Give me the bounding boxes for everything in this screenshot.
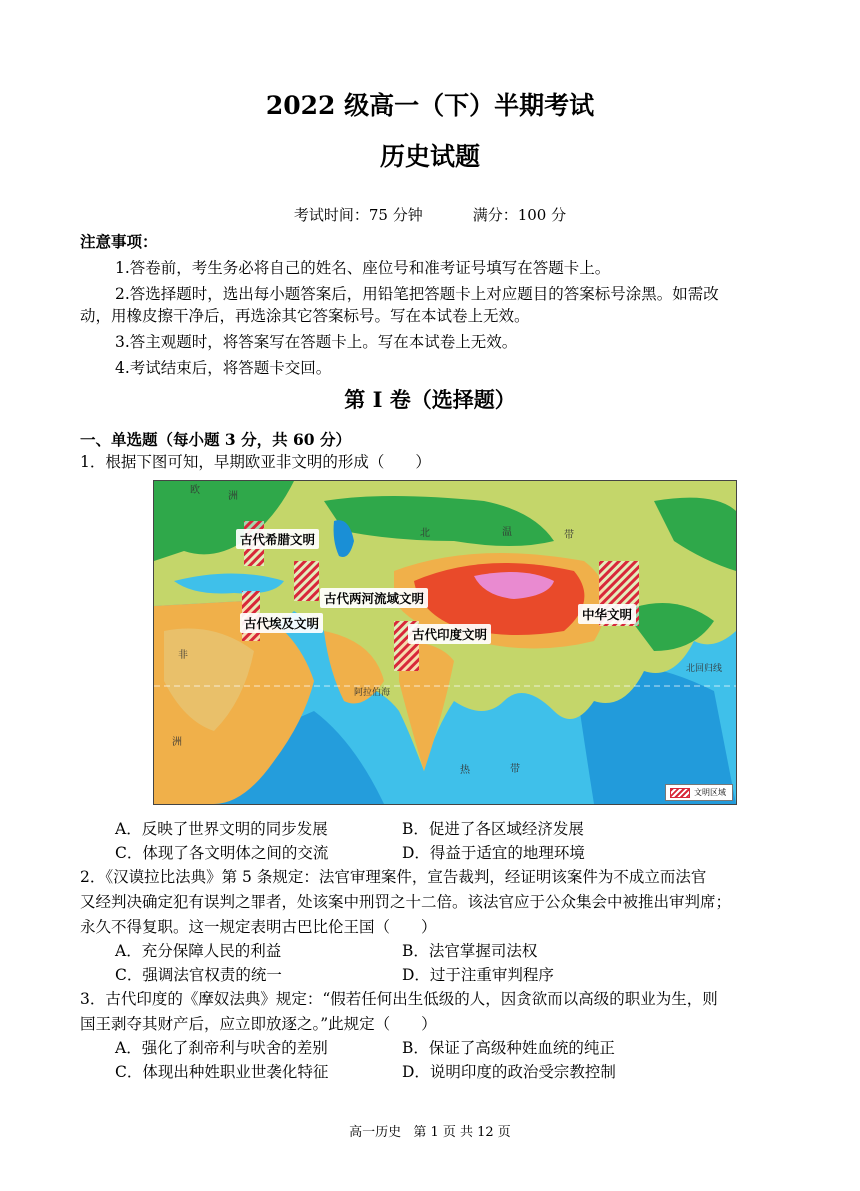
option-d: D．得益于适宜的地理环境 [402, 844, 585, 862]
notice-item: 4.考试结束后，将答题卡交回。 [115, 359, 332, 377]
part-heading: 一、单选题（每小题 3 分，共 60 分） [80, 430, 351, 449]
notice-item: 动，用橡皮擦干净后，再选涂其它答案标号。写在本试卷上无效。 [80, 307, 530, 325]
geo-label: 非 [178, 650, 188, 661]
notice-item: 2.答选择题时，选出每小题答案后，用铅笔把答题卡上对应题目的答案标号涂黑。如需改 [115, 285, 719, 303]
exam-time: 考试时间：75 分钟 [293, 206, 423, 224]
map-label-india: 古代印度文明 [408, 624, 491, 644]
question-stem: 又经判决确定犯有误判之罪者，处该案中刑罚之十二倍。该法官应于公众集会中被推出审判席； [80, 893, 732, 911]
option-a: A．充分保障人民的利益 [115, 942, 282, 960]
page-footer [0, 1121, 860, 1140]
map-label-china: 中华文明 [578, 604, 636, 624]
option-a: A．反映了世界文明的同步发展 [115, 820, 328, 838]
geo-label: 热 [460, 765, 470, 776]
geo-label: 欧 [190, 485, 200, 496]
question-stem: 3．古代印度的《摩奴法典》规定：“假若任何出生低级的人，因贪欲而以高级的职业为生，则 [80, 990, 718, 1008]
exam-subtitle: 历史试题 [379, 142, 480, 171]
question-stem: 1．根据下图可知，早期欧亚非文明的形成（ ） [80, 453, 431, 471]
geo-label: 洲 [228, 491, 238, 502]
legend-swatch-icon [670, 788, 690, 798]
section-title: 第 I 卷（选择题） [344, 387, 516, 412]
exam-title: 2022 级高一（下）半期考试 [265, 91, 595, 120]
option-a: A．强化了刹帝利与吠舍的差别 [115, 1039, 328, 1057]
geo-label: 温 [502, 527, 512, 538]
map-label-greece: 古代希腊文明 [236, 529, 319, 549]
exam-info [0, 204, 860, 225]
option-c: C．强调法官权责的统一 [115, 966, 282, 984]
option-d: D．说明印度的政治受宗教控制 [402, 1063, 616, 1081]
geo-label: 带 [564, 530, 574, 541]
map-legend [665, 784, 733, 801]
notice-item: 1.答卷前，考生务必将自己的姓名、座位号和准考证号填写在答题卡上。 [115, 259, 611, 277]
option-c: C．体现出种姓职业世袭化特征 [115, 1063, 329, 1081]
question-stem: 2．《汉谟拉比法典》第 5 条规定：法官审理案件，宣告裁判，经证明该案件为不成立而法官 [80, 868, 707, 886]
option-d: D．过于注重审判程序 [402, 966, 554, 984]
geo-label: 阿拉伯海 [354, 688, 391, 698]
footer-subject: 高一历史 [349, 1125, 402, 1140]
civilization-map [153, 480, 737, 805]
option-b: B．法官掌握司法权 [402, 942, 538, 960]
geo-label: 洲 [172, 737, 182, 748]
geo-label: 北回归线 [686, 664, 723, 674]
notice-item: 3.答主观题时，将答案写在答题卡上。写在本试卷上无效。 [115, 333, 518, 351]
full-score: 满分：100 分 [472, 206, 567, 224]
legend-label: 文明区域 [694, 788, 726, 797]
question-stem: 国王剥夺其财产后，应立即放逐之。”此规定（ ） [80, 1015, 437, 1033]
page-number: 第 1 页 共 12 页 [413, 1125, 511, 1140]
option-b: B．促进了各区域经济发展 [402, 820, 584, 838]
map-label-egypt: 古代埃及文明 [240, 613, 323, 633]
notice-heading: 注意事项： [80, 232, 158, 251]
geo-label: 北 [420, 528, 430, 539]
geo-label: 带 [510, 764, 520, 775]
option-c: C．体现了各文明体之间的交流 [115, 844, 329, 862]
option-b: B．保证了高级种姓血统的纯正 [402, 1039, 615, 1057]
map-label-mesopotamia: 古代两河流域文明 [320, 588, 428, 608]
question-stem: 永久不得复职。这一规定表明古巴比伦王国（ ） [80, 918, 437, 936]
